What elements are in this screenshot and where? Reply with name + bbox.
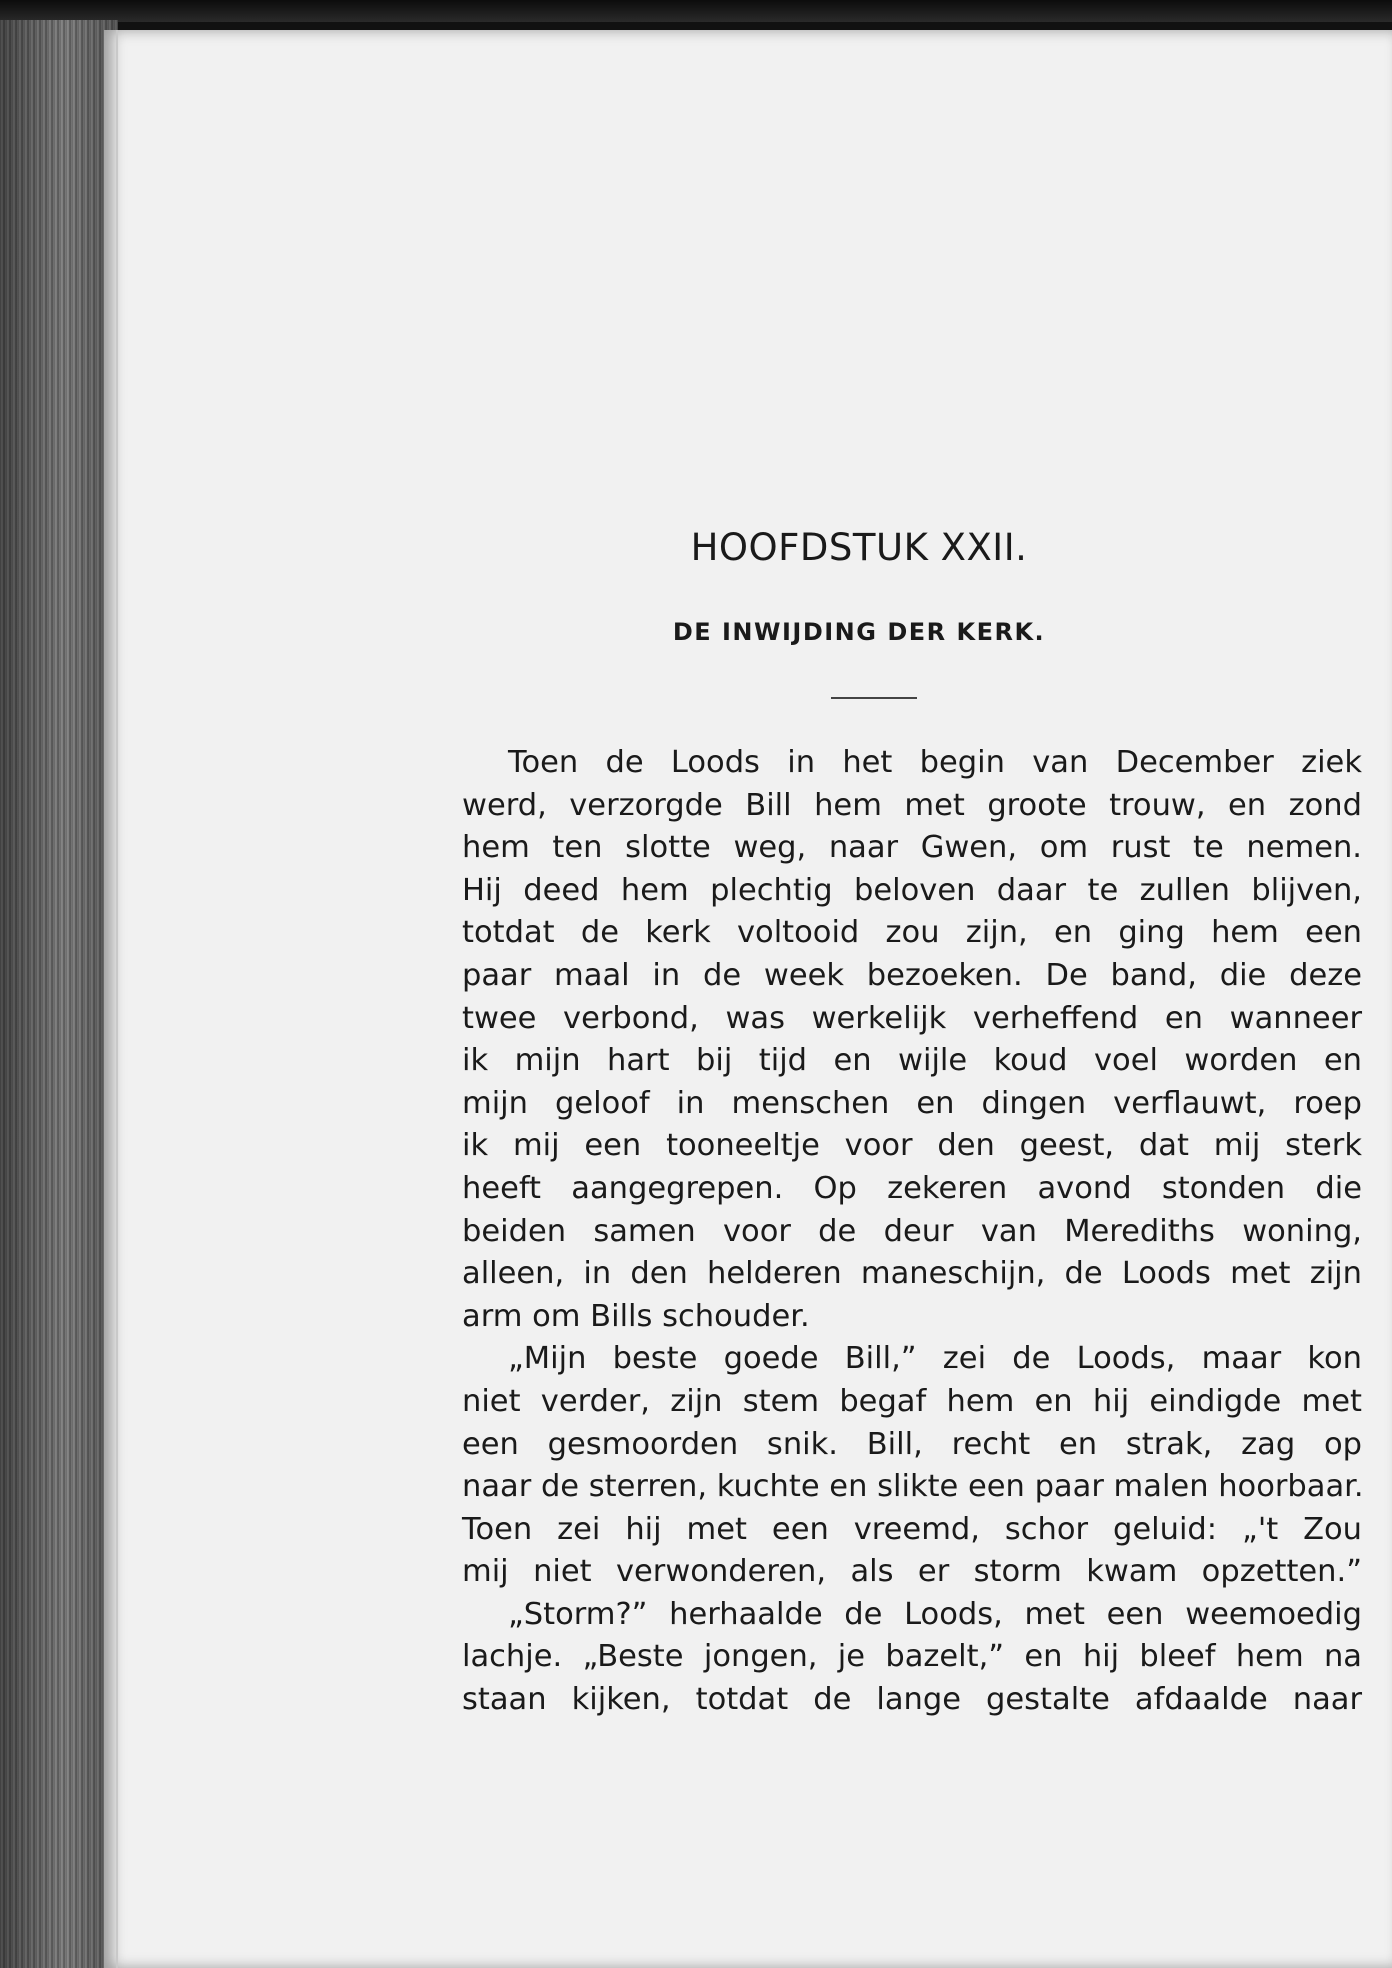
page-sheet [104,30,1392,1968]
text-line: „Storm?” herhaalde de Loods, met een weemoedig [508,1596,1362,1632]
title-rule [831,697,917,699]
text-line: lachje. „Beste jongen, je bazelt,” en hij bleef hem na [462,1639,1362,1675]
text-line: totdat de kerk voltooid zou zijn, en ging hem een [462,915,1362,951]
text-line: alleen, in den helderen maneschijn, de Loods met zijn [462,1256,1362,1292]
text-line: Hij deed hem plechtig beloven daar te zullen blijven, [462,872,1362,908]
chapter-body [462,742,1362,1722]
text-line: een gesmoorden snik. Bill, recht en strak, zag op [462,1426,1362,1462]
text-line: ik mijn hart bij tijd en wijle koud voel worden en [462,1043,1362,1079]
text-line: „Mijn beste goede Bill,” zei de Loods, maar kon [508,1341,1362,1377]
text-line: ik mij een tooneeltje voor den geest, dat mij sterk [462,1128,1362,1164]
text-line: naar de sterren, kuchte en slikte een paar malen hoorbaar. [462,1469,1364,1505]
chapter-title: DE INWIJDING DER KERK. [672,618,1046,646]
text-line: werd, verzorgde Bill hem met groote trouw, en zond [462,787,1362,823]
text-line: mijn geloof in menschen en dingen verflauwt, roep [462,1085,1362,1121]
text-line: staan kijken, totdat de lange gestalte afdaalde naar [462,1682,1362,1718]
chapter-number: HOOFDSTUK XXII. [690,526,1028,569]
text-line: niet verder, zijn stem begaf hem en hij eindigde met [462,1383,1362,1419]
text-line: beiden samen voor de deur van Merediths woning, [462,1213,1362,1249]
text-line: heeft aangegrepen. Op zekeren avond stonden die [462,1170,1362,1206]
text-line: twee verbond, was werkelijk verheffend en wanneer [462,1000,1362,1036]
text-line: arm om Bills schouder. [462,1298,810,1334]
text-line: paar maal in de week bezoeken. De band, die deze [462,957,1362,993]
scan-top-border [0,0,1392,22]
text-line: mij niet verwonderen, als er storm kwam opzetten.” [462,1554,1362,1590]
text-line: Toen de Loods in het begin van December ziek [508,745,1362,780]
text-line: Toen zei hij met een vreemd, schor geluid: „'t Zou [462,1511,1362,1547]
page-gutter [116,30,118,1968]
book-page-edges [0,20,118,1968]
text-line: hem ten slotte weg, naar Gwen, om rust te nemen. [462,830,1362,866]
